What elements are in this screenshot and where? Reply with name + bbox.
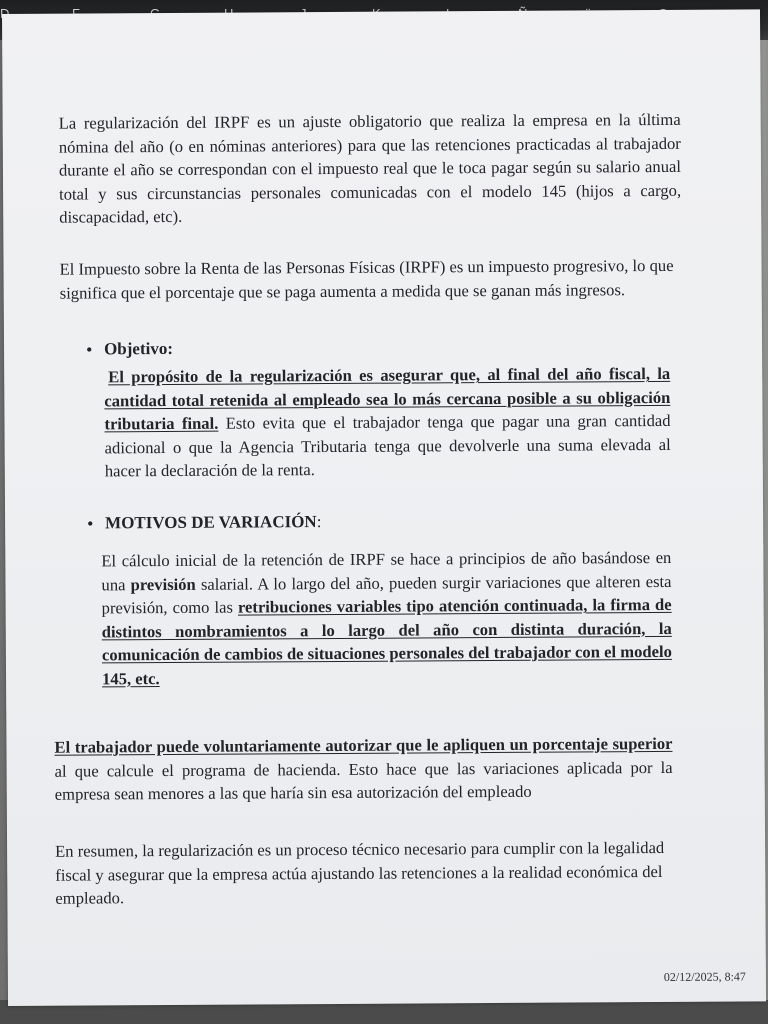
motivos-emphasis: retribuciones variables tipo atención continuada, la firma de distintos nombramientos a lo largo del año con distinta duración, la comunicación de cambios de situaciones personales del trabajador con el modelo 145, etc. (101, 594, 672, 688)
heading-objetivo: Objetivo: (103, 338, 174, 359)
heading-motivos-text: MOTIVOS DE VARIACIÓN (105, 512, 317, 533)
paper-sheet (2, 9, 766, 1006)
motivos-prevision: previsión (130, 574, 196, 594)
print-timestamp: 02/12/2025, 8:47 (663, 969, 746, 984)
paragraph-resumen: En resumen, la regularización es un proceso técnico necesario para cumplir con la legalidad fiscal y asegurar que la empresa actúa ajustando las retenciones a la realidad económica del empleado. (55, 837, 665, 908)
paragraph-irpf-progresivo: El Impuesto sobre la Renta de las Personas Físicas (IRPF) es un impuesto progresivo, lo que significa que el porcentaje que se paga aumenta a medida que se ganan más ingresos. (59, 255, 674, 303)
paragraph-motivos (101, 546, 672, 690)
heading-motivos (105, 512, 321, 533)
bullet-objetivo: • (85, 339, 93, 360)
paragraph-regularizacion: La regularización del IRPF es un ajuste obligatorio que realiza la empresa en la última nómina del año (o en nóminas anteriores) para que las retenciones practicadas al trabajador durante el año se correspondan con el impuesto real que le toca pagar según su salario anual total y sus circunstancias personales comunicadas con el modelo 145 (hijos a cargo, discapacidad, etc). (58, 109, 682, 227)
objetivo-emphasis: El propósito de la regularización es asegurar que, al final del año fiscal, la cantidad total retenida al empleado sea lo más cercana posible a su obligación tributaria final. (104, 363, 671, 434)
motivos-text-a: El cálculo inicial de la retención de IRPF se hace a principios de año basándose en una (101, 547, 672, 594)
heading-motivos-suffix: : (316, 512, 322, 532)
motivos-text-b: salarial. A lo largo del año, pueden surgir variaciones que alteren esta previsión, como las (101, 571, 672, 618)
paragraph-objetivo (104, 362, 671, 483)
voluntario-emphasis: El trabajador puede voluntariamente autorizar que le apliquen un porcentaje superior (54, 733, 673, 757)
objetivo-rest: Esto evita que el trabajador tenga que pagar una gran cantidad adicional o que la Agencia Tributaria tenga que devolverle una suma elevada al hacer la declaración de la renta. (104, 410, 671, 481)
voluntario-rest: al que calcule el programa de hacienda. Esto hace que las variaciones aplicada por la empresa sean menores a las que haría sin esa autorización del empleado (54, 757, 673, 804)
bullet-motivos: • (87, 513, 94, 534)
paragraph-voluntario (54, 732, 672, 806)
